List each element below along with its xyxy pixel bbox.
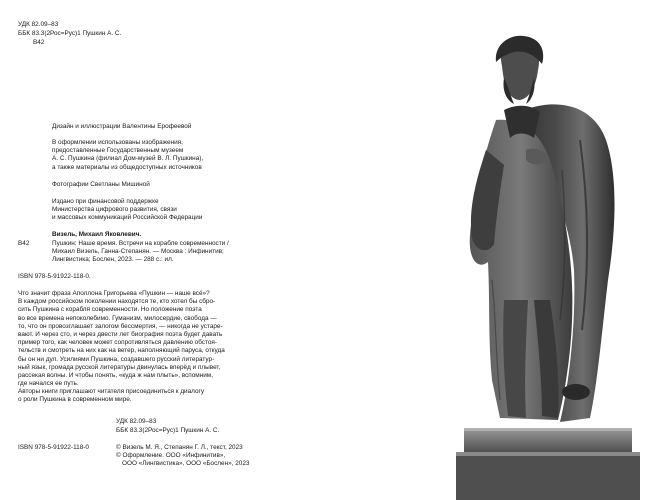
author-mark: В42: [33, 39, 45, 46]
annotation-line: ный язык, громада русской литературы двинулась вперёд и плывет,: [18, 363, 221, 371]
catalog-isbn: ISBN 978-5-91922-118-0.: [18, 273, 91, 280]
annotation-line: сить Пушкина с корабля современности. Но положение поэта: [18, 306, 202, 314]
copyright: [116, 444, 249, 469]
annotation-line: во все времена непоколебимо. Гуманизм, милосердие, свобода —: [18, 314, 217, 322]
bbk-code: ББК 83.3(2Рос=Рус)1 Пушкин А. С.: [18, 30, 122, 37]
annotation-line: вают. И через сто, и через двести лет биография поэта будет давать: [18, 330, 223, 338]
statue-collar: [504, 106, 540, 138]
copyright-line: © Оформление. ООО «Инфинитив»,: [116, 452, 226, 460]
annotation-line: бы он ни дул. Усилиями Пушкина, создавшего русский литератур-: [18, 355, 215, 363]
catalog-author: Визель, Михаил Яковлевич.: [52, 231, 142, 238]
annotation-line: то, что он провозглашает залогом бессмертия, — никогда не устаре-: [18, 322, 223, 330]
annotation-line: В каждом российском поколении находятся те, кто хотел бы сбро-: [18, 298, 216, 306]
support-credit-line: Издано при финансовой поддержке: [52, 198, 159, 205]
pushkin-statue-photo: [430, 0, 657, 500]
statue-illustration: [430, 0, 657, 500]
images-credit: [52, 139, 203, 172]
annotation-line: о роли Пушкина в современном мире.: [18, 396, 132, 404]
images-credit-line: а также материалы из общедоступных источников: [52, 163, 202, 171]
photo-credit: Фотографии Светланы Мишиной: [52, 181, 150, 188]
catalog-line: Лингвистика; Бослен, 2023. — 288 с.: ил.: [52, 255, 174, 263]
copyright-line: © Визель М. Я., Степанян Г. Л., текст, 2023: [116, 444, 243, 451]
images-credit-line: В оформлении использованы изображения,: [52, 139, 183, 146]
copyright-line: ООО «Лингвистика», ООО «Бослен», 2023: [122, 460, 250, 468]
pedestal: [456, 428, 640, 500]
annotation-line: тельств и смотреть на них как на ветер, наполняющий паруса, откуда: [18, 347, 225, 355]
annotation-line: Что значит фраза Аполлона Григорьева «Пушкин — наше всё»?: [18, 290, 210, 297]
annotation-line: где начался ее путь.: [18, 380, 79, 388]
catalog-line: Пушкин: Наше время. Встречи на корабле современности /: [52, 239, 229, 247]
footer-bbk-code: ББК 83.3(2Рос=Рус)1 Пушкин А. С.: [116, 426, 220, 434]
catalog-mark: В42: [18, 240, 30, 247]
support-credit-line: Министерства цифрового развития, связи: [52, 206, 177, 214]
catalog-line: Михаил Визель, Ганна-Степанян. — Москва : Инфинитив;: [52, 247, 224, 255]
footer-udk-code: УДК 82.09–83: [116, 418, 157, 425]
annotation: [18, 290, 225, 405]
annotation-line: рассекая волны. И чтобы понять, «куда ж нам плыть», вспомним,: [18, 371, 213, 379]
statue-head: [496, 36, 543, 104]
statue-legs: [503, 300, 528, 418]
udk-code: УДК 82.09–83: [18, 21, 59, 28]
support-credit: [52, 198, 202, 223]
support-credit-line: и массовых коммуникаций Российской Федерации: [52, 214, 203, 222]
statue-hat: [562, 384, 590, 400]
footer-isbn: ISBN 978-5-91922-118-0: [18, 444, 89, 451]
images-credit-line: А. С. Пушкина (филиал Дом-музей В. Л. Пушкина),: [52, 155, 204, 163]
images-credit-line: предоставленные Государственным музеем: [52, 147, 184, 155]
annotation-line: Авторы книги приглашают читателя присоединиться к диалогу: [18, 388, 205, 396]
design-credit: Дизайн и иллюстрации Валентины Ерофеевой: [52, 123, 192, 130]
catalog-description: [52, 240, 229, 265]
annotation-line: пример того, как человек может сопротивляться давлению обстоя-: [18, 339, 217, 347]
